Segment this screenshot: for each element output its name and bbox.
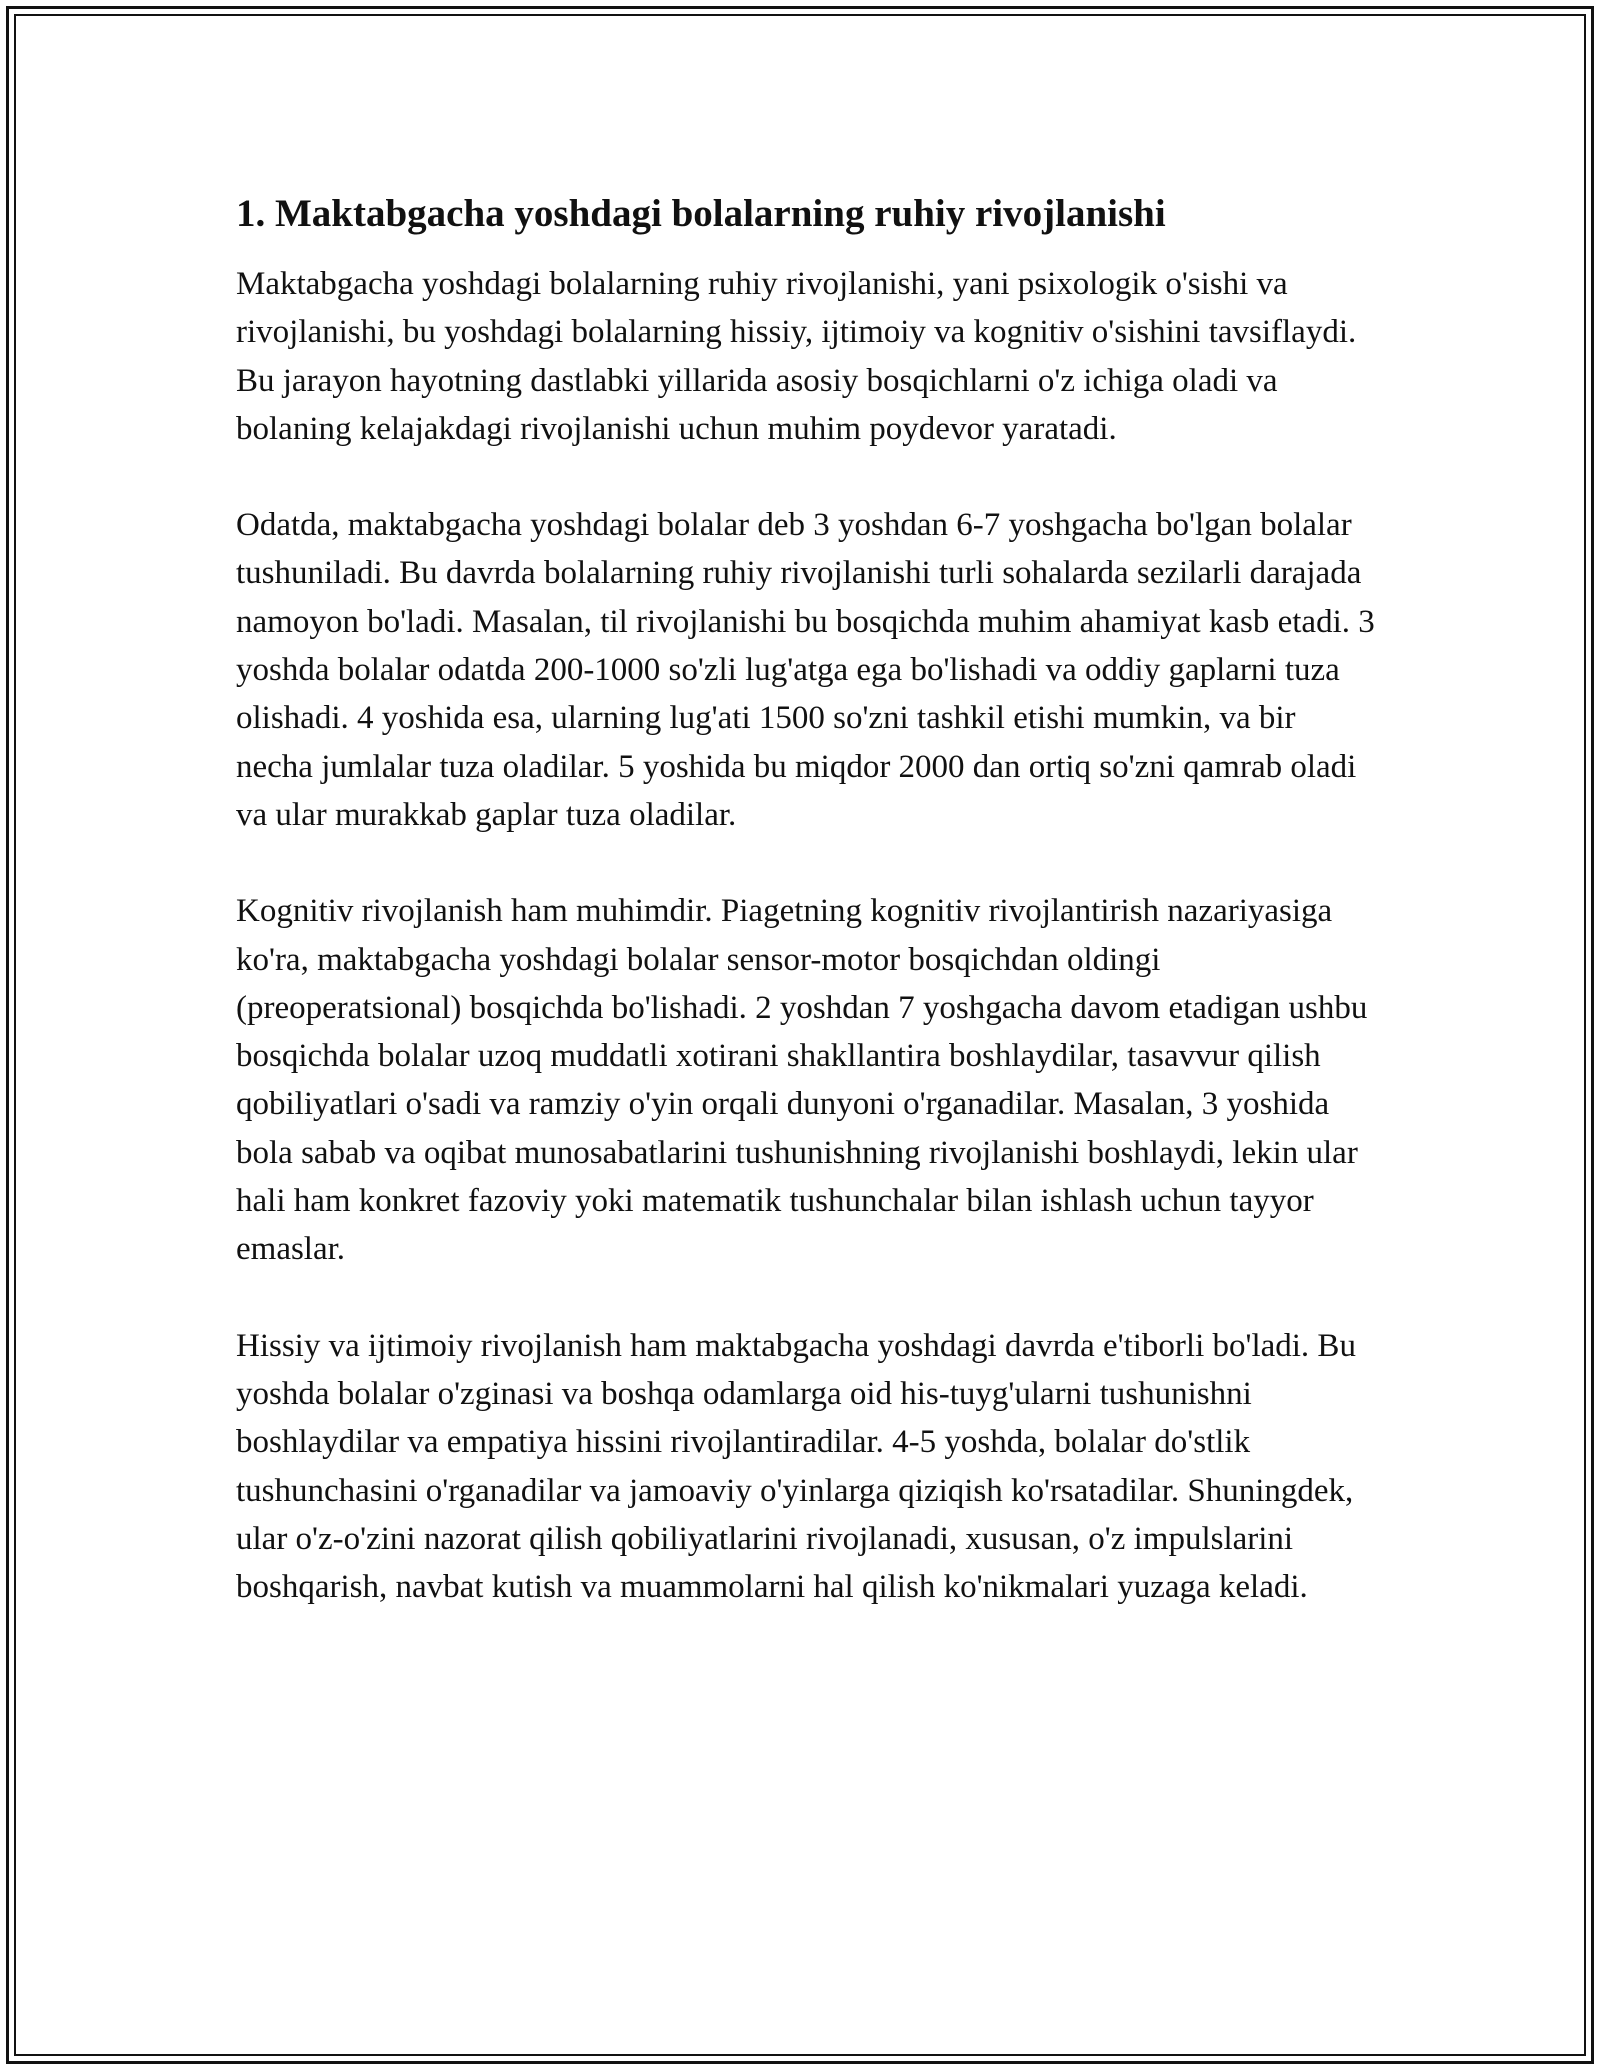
section-heading: 1. Maktabgacha yoshdagi bolalarning ruhiy rivojlanishi (236, 192, 1166, 235)
document-body (236, 186, 1376, 1659)
paragraph-intro: Maktabgacha yoshdagi bolalarning ruhiy rivojlanishi, yani psixologik o'sishi va rivojlanishi, bu yoshdagi bolalarning hissiy, ijtimoiy va kognitiv o'sishini tavsiflaydi. Bu jarayon hayotning dastlabki yillarida asosiy bosqichlarni o'z ichiga oladi va bolaning kelajakdagi rivojlanishi uchun muhim poydevor yaratadi. (236, 266, 1357, 447)
paragraph-cognitive-development: Kognitiv rivojlanish ham muhimdir. Piagetning kognitiv rivojlantirish nazariyasiga ko'ra, maktabgacha yoshdagi bolalar sensor-motor bosqichdan oldingi (preoperatsional) bosqichda bo'lishadi. 2 yoshdan 7 yoshgacha davom etadigan ushbu bosqichda bolalar uzoq muddatli xotirani shakllantira boshlaydilar, tasavvur qilish qobiliyatlari o'sadi va ramziy o'yin orqali dunyoni o'rganadilar. Masalan, 3 yoshida bola sabab va oqibat munosabatlarini tushunishning rivojlanishi boshlaydi, lekin ular hali ham konkret fazoviy yoki matematik tushunchalar bilan ishlash uchun tayyor emaslar. (236, 893, 1368, 1268)
paragraph-emotional-social-development: Hissiy va ijtimoiy rivojlanish ham maktabgacha yoshdagi davrda e'tiborli bo'ladi. Bu yoshda bolalar o'zginasi va boshqa odamlarga oid his-tuyg'ularni tushunishni boshlaydilar va empatiya hissini rivojlantiradilar. 4-5 yoshda, bolalar do'stlik tushunchasini o'rganadilar va jamoaviy o'yinlarga qiziqish ko'rsatadilar. Shuningdek, ular o'z-o'zini nazorat qilish qobiliyatlarini rivojlanadi, xususan, o'z impulslarini boshqarish, navbat kutish va muammolarni hal qilish ko'nikmalari yuzaga keladi. (236, 1327, 1356, 1606)
paragraph-language-development: Odatda, maktabgacha yoshdagi bolalar deb 3 yoshdan 6-7 yoshgacha bo'lgan bolalar tushuniladi. Bu davrda bolalarning ruhiy rivojlanishi turli sohalarda sezilarli darajada namoyon bo'ladi. Masalan, til rivojlanishi bu bosqichda muhim ahamiyat kasb etadi. 3 yoshda bolalar odatda 200-1000 so'zli lug'atga ega bo'lishadi va oddiy gaplarni tuza olishadi. 4 yoshida esa, ularning lug'ati 1500 so'zni tashkil etishi mumkin, va bir necha jumlalar tuza oladilar. 5 yoshida bu miqdor 2000 dan ortiq so'zni qamrab oladi va ular murakkab gaplar tuza oladilar. (236, 507, 1375, 833)
